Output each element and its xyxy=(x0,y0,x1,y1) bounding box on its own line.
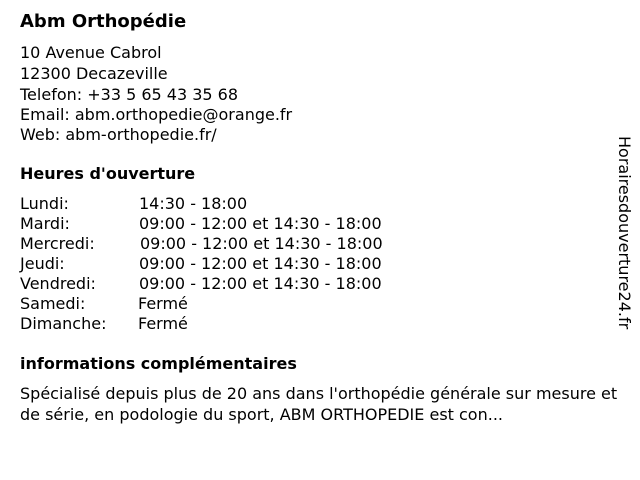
email-address: Email: abm.orthopedie@orange.fr xyxy=(20,105,293,124)
day-label: Mardi: xyxy=(20,214,70,233)
hours-heading: Heures d'ouverture xyxy=(20,164,196,183)
phone-number: Telefon: +33 5 65 43 35 68 xyxy=(20,85,239,104)
hours-row-thursday xyxy=(20,254,440,274)
hours-row-wednesday xyxy=(20,234,440,254)
day-label: Samedi: xyxy=(20,294,86,313)
day-hours: 09:00 - 12:00 et 14:30 - 18:00 xyxy=(140,234,383,253)
day-hours: 09:00 - 12:00 et 14:30 - 18:00 xyxy=(139,214,382,233)
day-label: Mercredi: xyxy=(20,234,95,253)
day-hours: Fermé xyxy=(138,294,188,313)
address-street: 10 Avenue Cabrol xyxy=(20,43,162,62)
address-city: 12300 Decazeville xyxy=(20,64,168,83)
day-hours: 09:00 - 12:00 et 14:30 - 18:00 xyxy=(139,254,382,273)
watermark: Horairesdouverture24.fr xyxy=(615,136,634,330)
day-label: Vendredi: xyxy=(20,274,96,293)
hours-row-friday xyxy=(20,274,440,294)
day-hours: Fermé xyxy=(138,314,188,333)
day-label: Lundi: xyxy=(20,194,69,213)
hours-row-sunday xyxy=(20,314,440,334)
day-hours: 09:00 - 12:00 et 14:30 - 18:00 xyxy=(139,274,382,293)
day-label: Jeudi: xyxy=(20,254,65,273)
info-heading: informations complémentaires xyxy=(20,354,297,373)
day-label: Dimanche: xyxy=(20,314,107,333)
website: Web: abm-orthopedie.fr/ xyxy=(20,125,217,144)
hours-row-tuesday xyxy=(20,214,440,234)
hours-row-saturday xyxy=(20,294,440,314)
business-name: Abm Orthopédie xyxy=(20,11,187,32)
info-description: Spécialisé depuis plus de 20 ans dans l'orthopédie générale sur mesure et de série, en podologie du sport, ABM ORTHOPEDIE est con... xyxy=(20,384,618,424)
day-hours: 14:30 - 18:00 xyxy=(139,194,248,213)
hours-row-monday xyxy=(20,194,440,214)
